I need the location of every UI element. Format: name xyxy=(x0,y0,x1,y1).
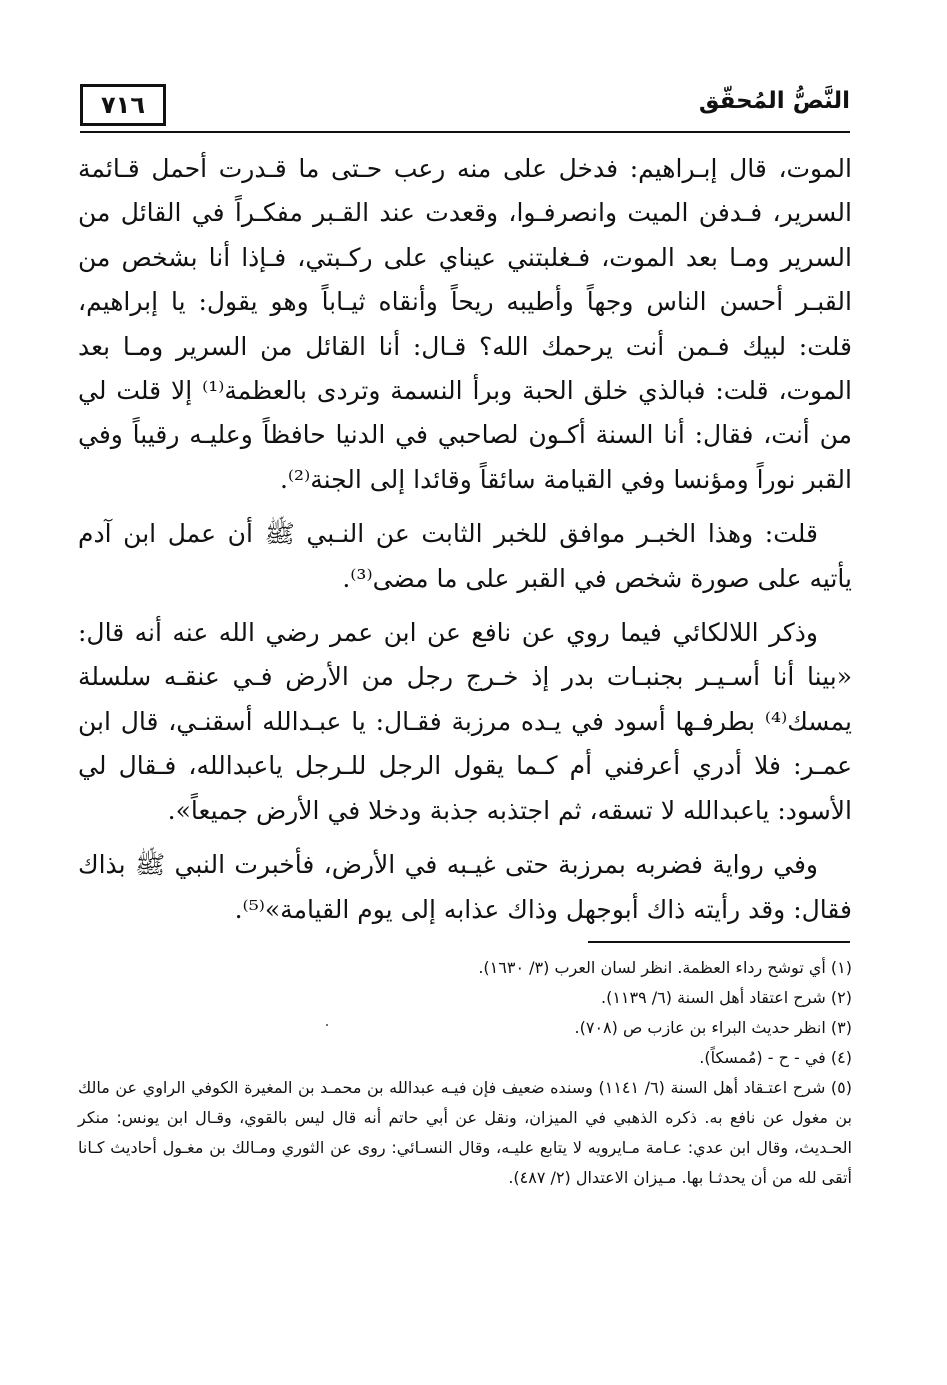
footnote: (٢) شرح اعتقاد أهل السنة (٦/ ١١٣٩). xyxy=(600,988,852,1007)
header-rule xyxy=(80,131,850,133)
footnote: (٤) في - ح - (مُمسكاً). xyxy=(699,1048,852,1067)
footnotes xyxy=(78,953,852,1193)
footnote: (٥) شرح اعتـقاد أهل السنة (٦/ ١١٤١) وسنده ضعيف فإن فيـه عبدالله بن محمـد بن المغيرة الكوفي الراوي عن مالك بن مغول عن نافع به. ذكره الذهبي في الميزان، ونقل عن أبي حاتم أنه قال ليس بالقوي، وقـال ابن يونس: منكر الحـديث، وقال ابن عدي: عـامة مـايرويه لا يتابع عليـه، وقال النسـائي: روى عن الثوري ومـالك بن مغـول أحاديث كـانا أتقى لله من أن يحدثـا بها. مـيزان الاعتدال (٢/ ٤٨٧). xyxy=(78,1078,853,1187)
paragraph: وذكر اللالكائي فيما روي عن نافع عن ابن عمر رضي الله عنه أنه قال: «بينا أنا أسـيـر بجنبـات بدر إذ خـرج رجل من الأرض فـي عنقـه سلسلة يمسك⁽⁴⁾ بطرفـها أسود في يـده مرزبة فقـال: يا عبـدالله أسقنـي، قال ابن عمـر: فلا أدري أعرفني أم كـما يقول الرجل للـرجل ياعبدالله، فـقال لي الأسود: ياعبدالله لا تسقه، ثم اجتذبه جذبة ودخلا في الأرض جميعاً». xyxy=(78,618,852,825)
paragraph: قلت: وهذا الخبـر موافق للخبر الثابت عن النـبي ﷺ أن عمل ابن آدم يأتيه على صورة شخص في القبر على ما مضى⁽³⁾. xyxy=(78,519,852,593)
running-title: النَّصُّ المُحقّق xyxy=(698,88,850,114)
footnote: (١) أي توشح رداء العظمة. انظر لسان العرب (٣/ ١٦٣٠). xyxy=(478,958,852,977)
main-text xyxy=(78,147,852,932)
page-header xyxy=(80,84,850,134)
footnote-separator xyxy=(588,941,850,943)
page-number-box xyxy=(80,84,166,126)
paragraph: وفي رواية فضربه بمرزبة حتى غيـبه في الأرض، فأخبرت النبي ﷺ بذاك فقال: وقد رأيته ذاك أبوجهل وذاك عذابه إلى يوم القيامة»⁽⁵⁾. xyxy=(78,850,852,924)
page-number: ٧١٦ xyxy=(101,91,145,119)
footnote: (٣) انظر حديث البراء بن عازب ص (٧٠٨). xyxy=(574,1018,852,1037)
paragraph: الموت، قال إبـراهيم: فدخل على منه رعب حـتى ما قـدرت أحمل قـائمة السرير، فـدفن الميت وانصرفـوا، وقعدت عند القـبر مفكـراً في القائل من السرير ومـا بعد الموت، فـغلبتني عيناي على ركـبتي، فـإذا أنا بشخص من القبـر أحسن الناس وجهاً وأطيبه ريحاً وأنقاه ثيـاباً وهو يقول: يا إبراهيم، قلت: لبيك فـمن أنت يرحمك الله؟ قـال: أنا القائل من السرير ومـا بعد الموت، قلت: فبالذي خلق الحبة وبرأ النسمة وتردى بالعظمة⁽¹⁾ إلا قلت لي من أنت، فقال: أنا السنة أكـون لصاحبي في الدنيا حافظاً وعليـه رقيباً وفي القبر نوراً ومؤنسا وفي القيامة سائقاً وقائدا إلى الجنة⁽²⁾. xyxy=(78,154,852,494)
scan-speck xyxy=(326,1024,328,1026)
